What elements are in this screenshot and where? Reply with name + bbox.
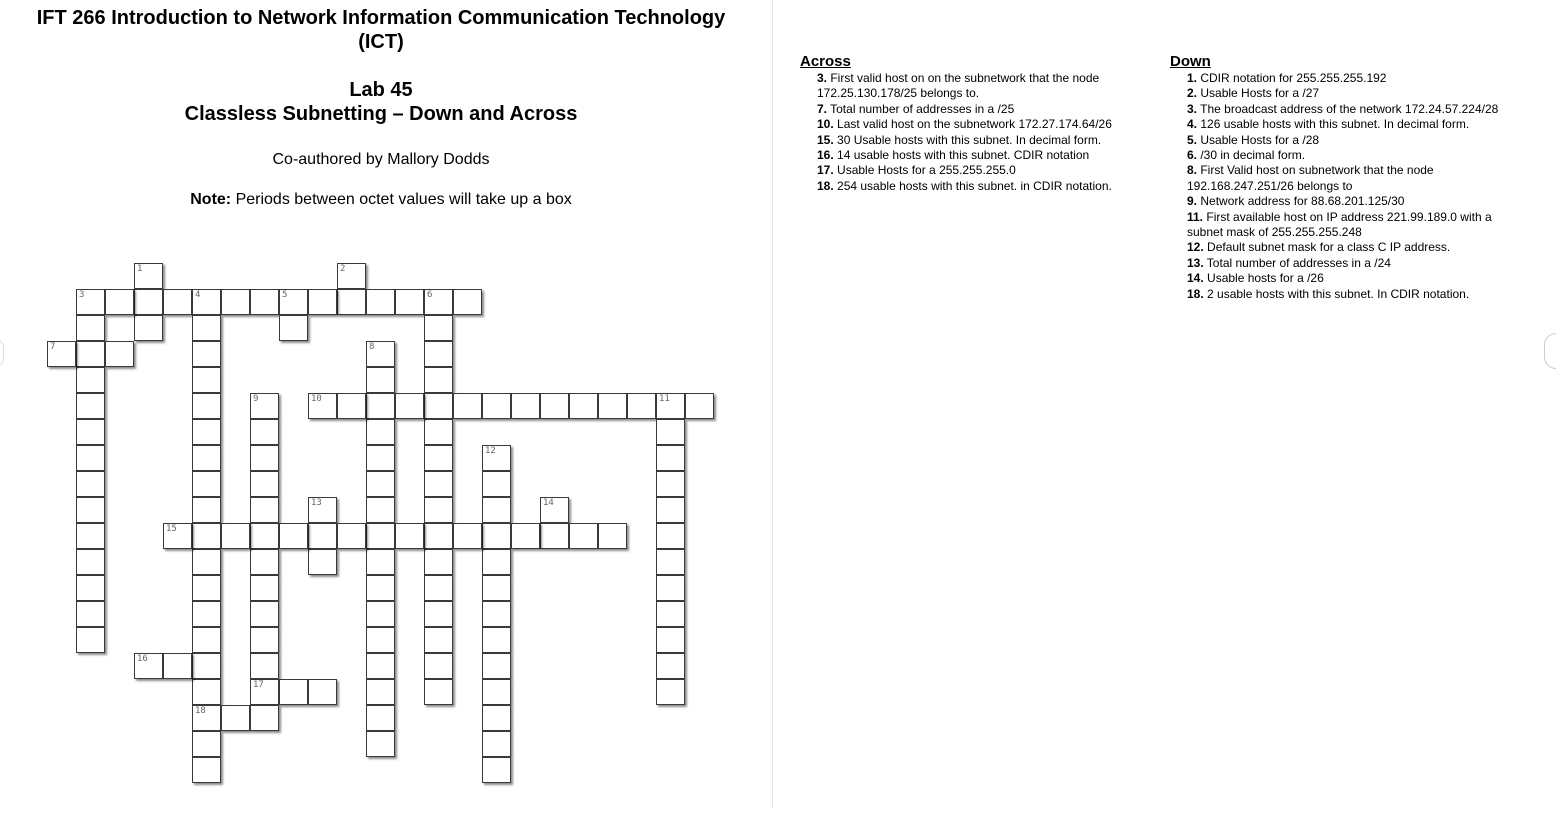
crossword-cell[interactable] (76, 445, 105, 471)
crossword-cell[interactable] (192, 419, 221, 445)
clue-number: 2. (1187, 86, 1198, 101)
cell-number: 3 (79, 290, 85, 300)
crossword-cell[interactable] (482, 705, 511, 731)
crossword-cell[interactable] (221, 705, 250, 731)
crossword-cell[interactable] (366, 523, 395, 549)
crossword-cell[interactable] (134, 315, 163, 341)
clue-text: 30 Usable hosts with this subnet. In decimal form. (833, 132, 1102, 147)
crossword-cell[interactable] (250, 575, 279, 601)
crossword-cell[interactable] (192, 315, 221, 341)
cell-number: 11 (659, 394, 670, 404)
crossword-cell[interactable] (656, 575, 685, 601)
clue-item (1170, 102, 1530, 117)
clue-text: /30 in decimal form. (1197, 148, 1306, 163)
crossword-cell[interactable] (192, 549, 221, 575)
clue-text: 2 usable hosts with this subnet. In CDIR notation. (1203, 286, 1470, 301)
crossword-cell[interactable] (395, 393, 424, 419)
clue-number: 5. (1187, 132, 1198, 147)
crossword-cell[interactable] (163, 289, 192, 315)
crossword-cell[interactable] (250, 419, 279, 445)
crossword-cell[interactable] (482, 393, 511, 419)
clue-text: CDIR notation for 255.255.255.192 (1197, 71, 1387, 85)
cell-number: 6 (427, 290, 433, 300)
cell-number: 12 (485, 446, 496, 456)
crossword-cell[interactable] (366, 601, 395, 627)
clue-text: Network address for 88.68.201.125/30 (1197, 194, 1405, 209)
crossword-cell[interactable] (482, 731, 511, 757)
crossword-cell[interactable] (192, 653, 221, 679)
crossword-cell[interactable] (656, 653, 685, 679)
clue-text: First available host on IP address 221.99.189.0 with a subnet mask of 255.255.255.248 (1187, 209, 1492, 240)
clue-text: 14 usable hosts with this subnet. CDIR notation (833, 148, 1090, 163)
crossword-cell[interactable] (540, 523, 569, 549)
crossword-cell[interactable] (424, 523, 453, 549)
clue-item (1170, 86, 1530, 101)
clue-number: 10. (817, 117, 834, 132)
crossword-cell[interactable] (482, 445, 511, 471)
clue-item (1170, 133, 1530, 148)
crossword-cell[interactable] (308, 289, 337, 315)
crossword-cell[interactable] (192, 705, 221, 731)
crossword-cell[interactable] (192, 497, 221, 523)
crossword-cell[interactable] (453, 523, 482, 549)
crossword-cell[interactable] (366, 679, 395, 705)
clue-number: 12. (1187, 240, 1204, 255)
crossword-cell[interactable] (279, 315, 308, 341)
clue-text: Total number of addresses in a /24 (1203, 255, 1391, 270)
side-scroll-handle[interactable] (1544, 333, 1556, 369)
crossword-cell[interactable] (656, 601, 685, 627)
crossword-cell[interactable] (221, 523, 250, 549)
crossword-cell[interactable] (424, 445, 453, 471)
clue-text: Total number of addresses in a /25 (827, 101, 1015, 116)
crossword-cell[interactable] (366, 341, 395, 367)
crossword-cell[interactable] (482, 575, 511, 601)
clue-item (800, 133, 1160, 148)
crossword-cell[interactable] (250, 523, 279, 549)
crossword-cell[interactable] (656, 445, 685, 471)
crossword-cell[interactable] (76, 315, 105, 341)
clue-item (1170, 287, 1530, 302)
crossword-cell[interactable] (685, 393, 714, 419)
crossword-cell[interactable] (424, 497, 453, 523)
crossword-cell[interactable] (250, 471, 279, 497)
cell-number: 9 (253, 394, 259, 404)
crossword-cell[interactable] (482, 757, 511, 783)
crossword-cell[interactable] (482, 523, 511, 549)
clue-text: First valid host on on the subnetwork that the node 172.25.130.178/25 belongs to. (817, 71, 1100, 101)
crossword-cell[interactable] (76, 393, 105, 419)
crossword-cell[interactable] (250, 549, 279, 575)
crossword-cell[interactable] (453, 289, 482, 315)
clue-number: 7. (817, 101, 828, 116)
clue-item (1170, 240, 1530, 255)
crossword-cell[interactable] (192, 341, 221, 367)
crossword-cell[interactable] (192, 679, 221, 705)
crossword-cell[interactable] (192, 367, 221, 393)
crossword-cell[interactable] (366, 575, 395, 601)
crossword-cell[interactable] (105, 341, 134, 367)
crossword-cell[interactable] (250, 627, 279, 653)
note-label: Note: (190, 191, 232, 208)
crossword-cell[interactable] (366, 419, 395, 445)
cell-number: 15 (166, 524, 177, 534)
crossword-cell[interactable] (192, 445, 221, 471)
clue-item (1170, 148, 1530, 163)
crossword-cell[interactable] (192, 601, 221, 627)
clue-number: 1. (1187, 71, 1198, 85)
crossword-cell[interactable] (250, 653, 279, 679)
crossword-cell[interactable] (134, 263, 163, 289)
crossword-cell[interactable] (366, 705, 395, 731)
crossword-cell[interactable] (511, 523, 540, 549)
crossword-cell[interactable] (424, 471, 453, 497)
crossword-cell[interactable] (76, 497, 105, 523)
crossword-cell[interactable] (250, 497, 279, 523)
crossword-cell[interactable] (482, 497, 511, 523)
crossword-cell[interactable] (76, 289, 105, 315)
crossword-cell[interactable] (482, 601, 511, 627)
clue-text: First Valid host on subnetwork that the node 192.168.247.251/26 belongs to (1187, 163, 1434, 193)
cell-number: 4 (195, 290, 201, 300)
clue-text: 126 usable hosts with this subnet. In decimal form. (1197, 117, 1470, 132)
crossword-cell[interactable] (656, 497, 685, 523)
crossword-cell[interactable] (366, 471, 395, 497)
crossword-cell[interactable] (424, 575, 453, 601)
crossword-cell[interactable] (424, 601, 453, 627)
crossword-cell[interactable] (511, 393, 540, 419)
clue-item (800, 102, 1160, 117)
clue-item (800, 163, 1160, 178)
crossword-cell[interactable] (308, 523, 337, 549)
cell-number: 16 (137, 654, 148, 664)
crossword-cell[interactable] (366, 445, 395, 471)
crossword-cell[interactable] (279, 523, 308, 549)
crossword-cell[interactable] (76, 575, 105, 601)
crossword-page (0, 0, 773, 808)
clue-text: Usable Hosts for a /28 (1197, 132, 1320, 147)
crossword-cell[interactable] (250, 601, 279, 627)
note-text: Periods between octet values will take up a box (231, 191, 572, 208)
clue-number: 8. (1187, 163, 1198, 178)
cell-number: 17 (253, 680, 264, 690)
crossword-cell[interactable] (192, 757, 221, 783)
crossword-cell[interactable] (250, 393, 279, 419)
crossword-cell[interactable] (76, 367, 105, 393)
crossword-cell[interactable] (221, 289, 250, 315)
clue-item (1170, 71, 1530, 86)
crossword-cell[interactable] (482, 549, 511, 575)
crossword-cell[interactable] (569, 393, 598, 419)
clue-text: Default subnet mask for a class C IP address. (1203, 240, 1451, 255)
crossword-cell[interactable] (366, 367, 395, 393)
crossword-cell[interactable] (308, 393, 337, 419)
cell-number: 8 (369, 342, 375, 352)
crossword-cell[interactable] (192, 731, 221, 757)
clue-number: 15. (817, 132, 834, 147)
crossword-cell[interactable] (482, 653, 511, 679)
crossword-cell[interactable] (656, 549, 685, 575)
crossword-cell[interactable] (366, 627, 395, 653)
document-title-line1: IFT 266 Introduction to Network Information Communication Technology (36, 7, 726, 29)
crossword-cell[interactable] (308, 679, 337, 705)
crossword-cell[interactable] (395, 289, 424, 315)
crossword-cell[interactable] (76, 549, 105, 575)
crossword-cell[interactable] (279, 679, 308, 705)
crossword-cell[interactable] (366, 497, 395, 523)
coauthor-line: Co-authored by Mallory Dodds (272, 151, 490, 168)
lab-number: Lab 45 (349, 79, 413, 101)
crossword-cell[interactable] (76, 341, 105, 367)
crossword-cell[interactable] (337, 393, 366, 419)
clue-number: 3. (817, 71, 828, 85)
crossword-cell[interactable] (192, 471, 221, 497)
clue-item (800, 148, 1160, 163)
clue-number: 18. (817, 178, 834, 193)
crossword-cell[interactable] (656, 419, 685, 445)
clue-number: 6. (1187, 148, 1198, 163)
crossword-cell[interactable] (424, 653, 453, 679)
clue-text: Usable Hosts for a 255.255.255.0 (833, 163, 1016, 178)
document-title-line2: (ICT) (358, 31, 404, 53)
clue-item (1170, 194, 1530, 209)
crossword-cell[interactable] (163, 653, 192, 679)
down-heading: Down (1170, 53, 1211, 70)
crossword-cell[interactable] (424, 679, 453, 705)
clue-text: The broadcast address of the network 172.24.57.224/28 (1197, 101, 1499, 116)
crossword-cell[interactable] (540, 393, 569, 419)
crossword-cell[interactable] (250, 445, 279, 471)
crossword-cell[interactable] (134, 289, 163, 315)
clue-number: 14. (1187, 271, 1204, 286)
crossword-cell[interactable] (366, 549, 395, 575)
clue-item (800, 117, 1160, 132)
across-heading: Across (800, 53, 851, 70)
crossword-cell[interactable] (337, 289, 366, 315)
crossword-cell[interactable] (424, 289, 453, 315)
crossword-cell[interactable] (569, 523, 598, 549)
crossword-cell[interactable] (76, 601, 105, 627)
crossword-cell[interactable] (279, 289, 308, 315)
cell-number: 5 (282, 290, 288, 300)
crossword-cell[interactable] (424, 341, 453, 367)
crossword-cell[interactable] (424, 549, 453, 575)
crossword-cell[interactable] (424, 627, 453, 653)
clue-item (800, 71, 1160, 102)
clue-text: 254 usable hosts with this subnet. in CDIR notation. (833, 178, 1112, 193)
clue-number: 3. (1187, 101, 1198, 116)
crossword-cell[interactable] (250, 705, 279, 731)
crossword-cell[interactable] (656, 523, 685, 549)
clue-number: 9. (1187, 194, 1198, 209)
down-clue-list (1170, 71, 1530, 302)
clue-text: Last valid host on the subnetwork 172.27.174.64/26 (833, 117, 1112, 132)
crossword-cell[interactable] (482, 471, 511, 497)
crossword-cell[interactable] (134, 653, 163, 679)
crossword-cell[interactable] (76, 419, 105, 445)
crossword-cell[interactable] (366, 731, 395, 757)
cell-number: 7 (50, 342, 56, 352)
crossword-cell[interactable] (656, 627, 685, 653)
clue-number: 17. (817, 163, 834, 178)
crossword-cell[interactable] (482, 679, 511, 705)
crossword-cell[interactable] (192, 289, 221, 315)
cell-number: 13 (311, 498, 322, 508)
crossword-cell[interactable] (540, 497, 569, 523)
crossword-cell[interactable] (76, 471, 105, 497)
crossword-cell[interactable] (656, 679, 685, 705)
clue-item (1170, 271, 1530, 286)
crossword-cell[interactable] (424, 393, 453, 419)
crossword-cell[interactable] (250, 679, 279, 705)
clue-text: Usable Hosts for a /27 (1197, 86, 1320, 101)
crossword-cell[interactable] (424, 419, 453, 445)
crossword-cell[interactable] (598, 393, 627, 419)
clue-text: Usable hosts for a /26 (1203, 271, 1324, 286)
crossword-cell[interactable] (76, 627, 105, 653)
crossword-cell[interactable] (453, 393, 482, 419)
crossword-cell[interactable] (192, 523, 221, 549)
across-clue-list (800, 71, 1160, 194)
crossword-cell[interactable] (656, 393, 685, 419)
crossword-cell[interactable] (366, 653, 395, 679)
clue-item (1170, 117, 1530, 132)
crossword-cell[interactable] (395, 523, 424, 549)
crossword-cell[interactable] (250, 289, 279, 315)
crossword-cell[interactable] (337, 263, 366, 289)
clue-item (1170, 210, 1530, 241)
crossword-cell[interactable] (656, 471, 685, 497)
down-clues (1170, 54, 1530, 302)
crossword-cell[interactable] (424, 367, 453, 393)
cell-number: 14 (543, 498, 554, 508)
crossword-cell[interactable] (366, 393, 395, 419)
crossword-cell[interactable] (598, 523, 627, 549)
clue-number: 16. (817, 148, 834, 163)
crossword-cell[interactable] (366, 289, 395, 315)
clue-number: 11. (1187, 209, 1204, 224)
crossword-cell[interactable] (192, 575, 221, 601)
clue-number: 4. (1187, 117, 1198, 132)
crossword-cell[interactable] (424, 315, 453, 341)
crossword-cell[interactable] (47, 341, 76, 367)
crossword-cell[interactable] (76, 523, 105, 549)
clues-page (773, 0, 1556, 808)
clue-item (800, 179, 1160, 194)
crossword-cell[interactable] (192, 393, 221, 419)
cell-number: 18 (195, 706, 206, 716)
crossword-cell[interactable] (163, 523, 192, 549)
cell-number: 1 (137, 264, 143, 274)
crossword-cell[interactable] (308, 497, 337, 523)
crossword-cell[interactable] (337, 523, 366, 549)
crossword-cell[interactable] (627, 393, 656, 419)
crossword-cell[interactable] (482, 627, 511, 653)
clue-number: 13. (1187, 255, 1204, 270)
clue-item (1170, 163, 1530, 194)
lab-title: Classless Subnetting – Down and Across (184, 103, 578, 125)
crossword-grid (0, 0, 772, 808)
across-clues (800, 54, 1160, 194)
cell-number: 10 (311, 394, 322, 404)
clue-item (1170, 256, 1530, 271)
crossword-cell[interactable] (192, 627, 221, 653)
clue-number: 18. (1187, 286, 1204, 301)
crossword-cell[interactable] (308, 549, 337, 575)
cell-number: 2 (340, 264, 346, 274)
crossword-cell[interactable] (105, 289, 134, 315)
